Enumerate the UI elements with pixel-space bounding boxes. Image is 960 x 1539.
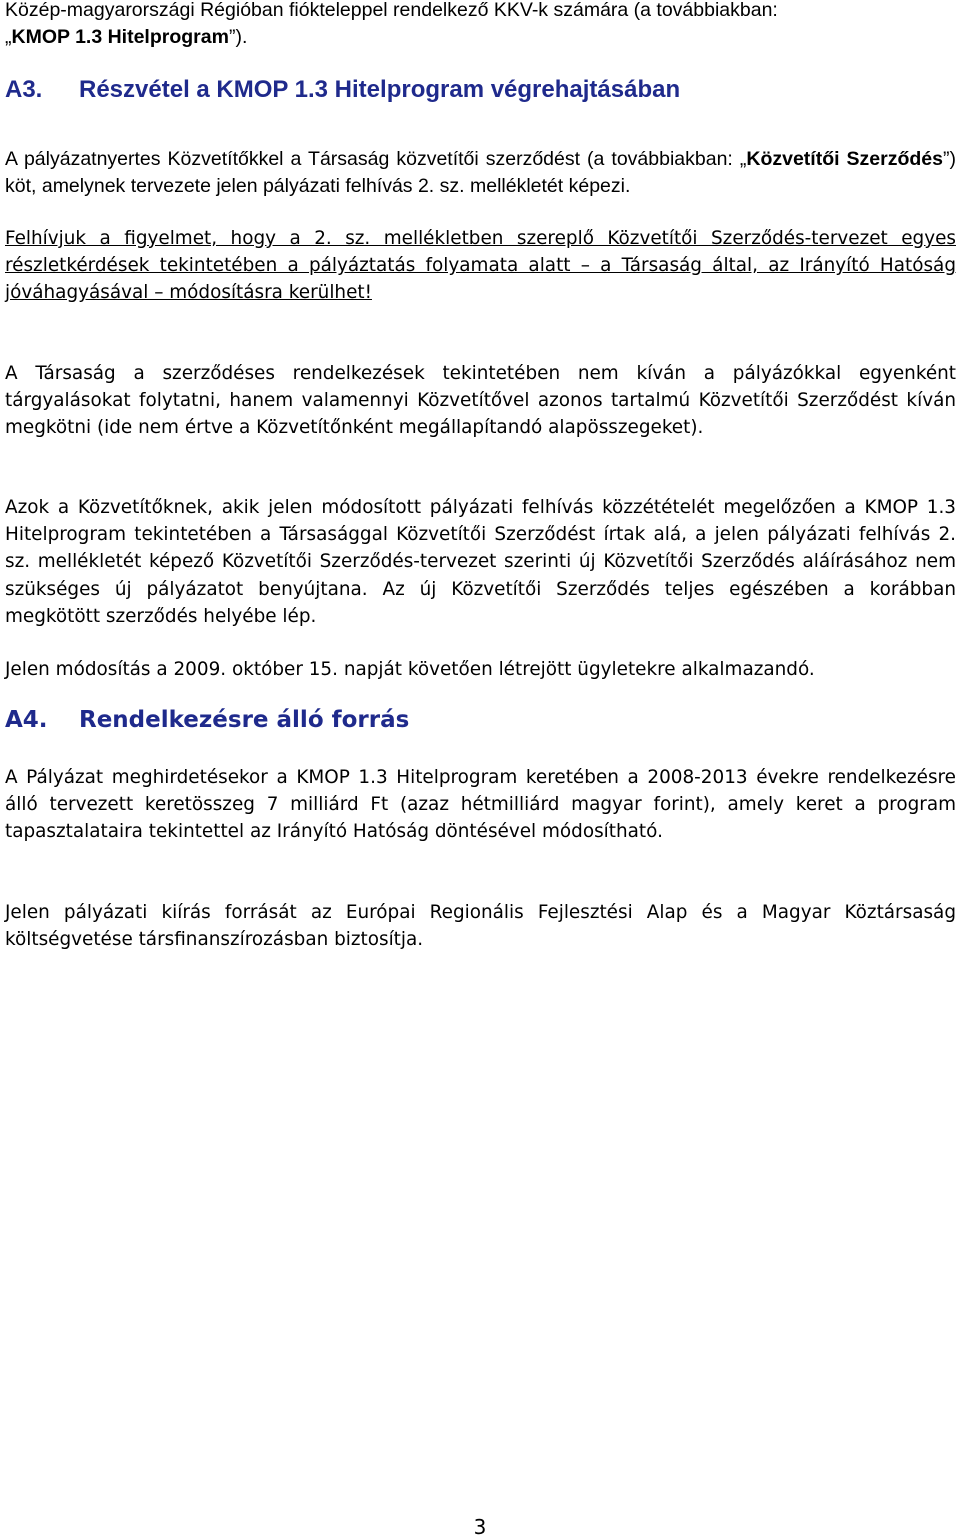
intro-close-quote: ”).	[228, 26, 248, 48]
section-a4-paragraph-1	[5, 764, 956, 846]
section-a3-paragraph-2	[5, 360, 956, 442]
intro-line1: Közép-magyarországi Régióban fiókteleppel rendelkező KKV-k számára (a továbbiakban:	[5, 0, 778, 21]
intro-program-name: KMOP 1.3 Hitelprogram	[11, 26, 229, 48]
section-a3-paragraph-3	[5, 494, 956, 630]
section-a4-heading	[5, 707, 956, 733]
a4-p2-text: Jelen pályázati kiírás forrását az Európai Regionális Fejlesztési Alap és a Magyar Köztársaság költségvetése társfinanszírozásban biztosítja.	[5, 902, 956, 951]
section-a3-notice	[5, 225, 956, 307]
a4-p1-text: A Pályázat meghirdetésekor a KMOP 1.3 Hitelprogram keretében a 2008-2013 évekre rendelkezésre álló tervezett keretösszeg 7 milliárd Ft (azaz hétmilliárd magyar forint), amely keret a program tapasztalataira tekintettel az Irányító Hatóság döntésével módosítható.	[5, 767, 956, 843]
section-a4-number: A4.	[5, 707, 48, 733]
a3-p1-start: A pályázatnyertes Közvetítőkkel a Társaság közvetítői szerződést (a továbbiakban: „	[5, 148, 747, 170]
a3-p3-text: Azok a Közvetítőknek, akik jelen módosított pályázati felhívás közzétételét megelőzően a KMOP 1.3 Hitelprogram tekintetében a Társasággal Közvetítői Szerződést írtak alá, a jelen pályázati felhívás 2. sz. mellékletét képező Közvetítői Szerződés-tervezet szerinti új Közvetítői Szerződés aláírásához nem szükséges új pályázatot benyújtana. Az új Közvetítői Szerződés teljes egészében a korábban megkötött szerződés helyébe lép.	[5, 497, 956, 627]
section-a3-number: A3.	[5, 76, 43, 103]
page-number: 3	[473, 1515, 487, 1539]
intro-open-quote: „	[5, 26, 12, 48]
section-a3-heading	[5, 76, 956, 104]
a3-p1-contract-name: Közvetítői Szerződés	[746, 148, 943, 170]
intro-paragraph	[5, 0, 956, 51]
section-a3-paragraph-1	[5, 146, 956, 200]
a3-p4-text: Jelen módosítás a 2009. október 15. napját követően létrejött ügyletekre alkalmazandó.	[5, 659, 815, 680]
a3-p1-end: ”) köt, amelynek tervezete jelen pályázati felhívás 2. sz. mellékletét képezi.	[5, 148, 956, 197]
section-a4-paragraph-2	[5, 899, 956, 953]
section-a3-paragraph-4	[5, 656, 956, 683]
section-a3-title: Részvétel a KMOP 1.3 Hitelprogram végrehajtásában	[79, 76, 681, 103]
section-a4-title: Rendelkezésre álló forrás	[79, 707, 410, 733]
notice-text: Felhívjuk a figyelmet, hogy a 2. sz. mellékletben szereplő Közvetítői Szerződés-tervezet egyes részletkérdések tekintetében a pályáztatás folyamata alatt – a Társaság által, az Irányító Hatóság jóváhagyásával – módosításra kerülhet!	[5, 228, 956, 304]
a3-p2-text: A Társaság a szerződéses rendelkezések tekintetében nem kíván a pályázókkal egyenként tárgyalásokat folytatni, hanem valamennyi Közvetítővel azonos tartalmú Közvetítői Szerződést kíván megkötni (ide nem értve a Közvetítőnként megállapítandó alapösszegeket).	[5, 363, 956, 439]
